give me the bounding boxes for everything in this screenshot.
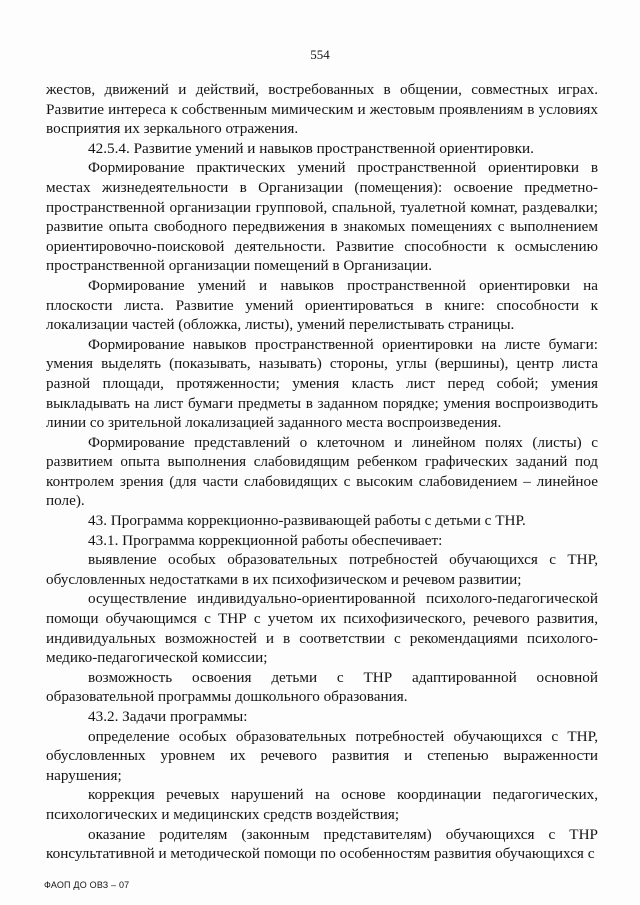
section-heading: 42.5.4. Развитие умений и навыков пространственной ориентировки.: [88, 139, 534, 157]
document-body: [46, 80, 598, 864]
page-number: 554: [310, 47, 330, 62]
list-item: коррекция речевых нарушений на основе координации педагогических, психологических и медицинских средств воздействия;: [46, 786, 598, 823]
paragraph: Формирование представлений о клеточном и линейном полях (листы) с развитием опыта выполнения слабовидящим ребенком графических заданий под контролем зрения (для части слабовидящих с высоким слабовидением – линейное поле).: [46, 433, 598, 510]
section-heading: 43.1. Программа коррекционной работы обеспечивает:: [88, 531, 443, 549]
list-item: определение особых образовательных потребностей обучающихся с ТНР, обусловленных уровнем их речевого развития и степенью выраженности нарушения;: [46, 727, 598, 784]
section-heading: 43.2. Задачи программы:: [88, 708, 248, 725]
document-footer: ФАОП ДО ОВЗ – 07: [44, 880, 130, 890]
paragraph: Формирование практических умений пространственной ориентировки в местах жизнедеятельности в Организации (помещения): освоение предметно-пространственной организации групповой, спальной, туалетной комнат, раздевалки; развитие опыта свободного передвижения в знакомых помещениях с выполнением ориентировочно-поисковой деятельности. Развитие способности к осмыслению пространственной организации помещений в Организации.: [46, 159, 598, 275]
list-item: осуществление индивидуально-ориентированной психолого-педагогической помощи обучающимся с ТНР с учетом их психофизического, речевого развития, индивидуальных возможностей и в соответствии с рекомендациями психолого-медико-педагогической комиссии;: [46, 590, 598, 667]
section-heading: 43. Программа коррекционно-развивающей работы с детьми с ТНР.: [88, 512, 526, 530]
paragraph: Формирование навыков пространственной ориентировки на листе бумаги: умения выделять (показывать, называть) стороны, углы (вершины), центр листа разной площади, протяженности; умения класть лист перед собой; умения выкладывать на лист бумаги предметы в заданном порядке; умения воспроизводить линии со зрительной локализацией заданного места воспроизведения.: [46, 335, 598, 432]
paragraph: Формирование умений и навыков пространственной ориентировки на плоскости листа. Развитие умений ориентироваться в книге: способности к локализации частей (обложка, листы), умений перелистывать страницы.: [46, 276, 598, 334]
paragraph: жестов, движений и действий, востребованных в общении, совместных играх. Развитие интереса к собственным мимическим и жестовым проявлениям в условиях восприятия их зеркального отражения.: [46, 81, 598, 138]
list-item: оказание родителям (законным представителям) обучающихся с ТНР консультативной и методической помощи по особенностям развития обучающихся с: [46, 825, 598, 863]
list-item: возможность освоения детьми с ТНР адаптированной основной образовательной программы дошкольного образования.: [46, 668, 598, 706]
list-item: выявление особых образовательных потребностей обучающихся с ТНР, обусловленных недостатками в их психофизическом и речевом развитии;: [46, 551, 598, 588]
